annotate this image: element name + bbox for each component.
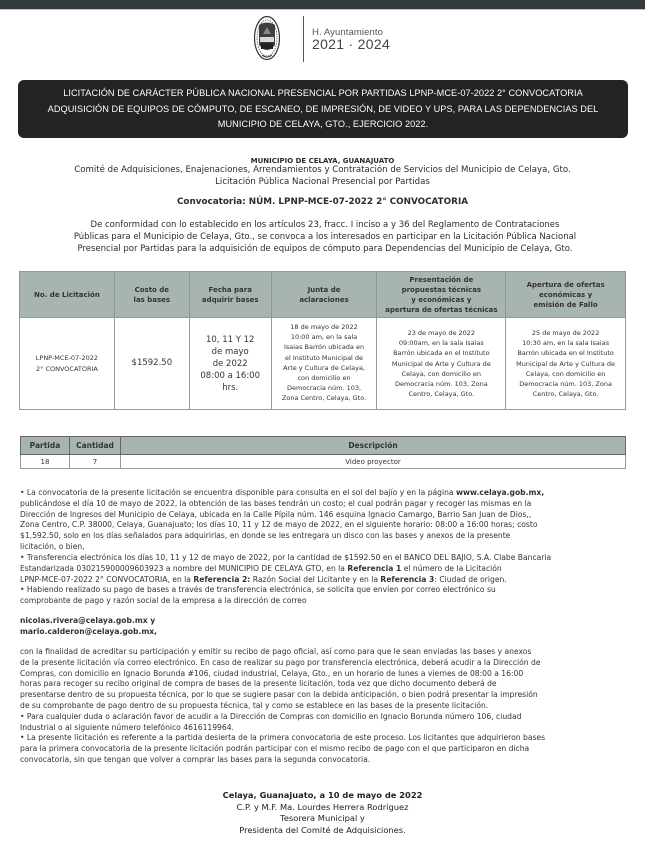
col-header-fecha: Fecha para adquirir bases bbox=[189, 272, 271, 318]
title-banner bbox=[18, 80, 628, 138]
tender-type: Licitación Pública Nacional Presencial por Partidas bbox=[215, 177, 430, 187]
contact-emails bbox=[20, 616, 627, 638]
cell-apertura: 25 de mayo de 2022 10:30 am, en la sala Isaias Barrón ubicada en el Instituto Municipal de Arte y Cultura de Celaya, con domicilio en Democracia núm. 103, Zona Centro, Celaya, Gto. bbox=[506, 318, 626, 410]
col-header-presentacion: Presentación de propuestas técnicas y económicas y apertura de ofertas técnicas bbox=[377, 272, 506, 318]
consultation-paragraph: • La convocatoria de la presente licitación se encuentra disponible para consulta en el sol del bajío y en la página www.celaya.gob.mx, publicándose el día 10 de mayo de 2022, la obtención de las bases tendrán un costo; el cual podrán pagar y recoger las mismas en la Dirección de Ingresos del Municipio de Celaya, ubicada en la Calle Pípila núm. 146 esquina Ignacio Camargo, Barrio San Juan de Dios,, Zona Centro, C.P. 38000, Celaya, Guanajuato; los días 10, 11 y 12 de mayo de 2022, en el siguiente horario: 08:00 a 16:00 horas; costo $1,592.50, solo en los días señalados para adquirirlas, en donde se les entregara un disco con las bases y anexos de la presente licitación, o bien, bbox=[20, 488, 545, 551]
col-header-licitacion: No. de Licitación bbox=[20, 272, 115, 318]
top-bar bbox=[0, 0, 645, 9]
col-header-costo: Costo de las bases bbox=[114, 272, 189, 318]
org-term: 2021 · 2024 bbox=[312, 36, 391, 52]
intro-line: De conformidad con lo establecido en los artículos 23, fracc. I inciso a y 36 del Reglamento de Contrataciones bbox=[90, 220, 560, 230]
municipal-seal-icon bbox=[254, 15, 280, 61]
cell-fecha: 10, 11 Y 12 de mayo de 2022 08:00 a 16:00 hrs. bbox=[189, 318, 271, 410]
intro-line: Presencial por Partidas para la adquisición de equipos de cómputo para Dependencias del Municipio de Celaya, Gto. bbox=[77, 244, 573, 254]
table-row bbox=[21, 455, 626, 469]
col-header-partida: Partida bbox=[21, 437, 70, 455]
schedule-table bbox=[19, 271, 626, 410]
intro-paragraph bbox=[30, 219, 620, 255]
cell-licitacion: LPNP-MCE-07-2022 2° CONVOCATORIA bbox=[20, 318, 115, 410]
email-link[interactable]: mario.calderon@celaya.gob.mx, bbox=[20, 626, 158, 636]
website-link[interactable]: www.celaya.gob.mx, bbox=[455, 488, 545, 497]
email-link[interactable]: nicolas.rivera@celaya.gob.mx y bbox=[20, 616, 156, 625]
instructions-paragraph: con la finalidad de acreditar su participación y emitir su recibo de pago oficial, así como para que le sean enviadas las bases y anexos de la presente licitación vía correo electrónico. En caso de realizar su pago por transferencia electrónica, deberá acudir a la Dirección de Compras, con domicilio en Ignacio Borunda #106, ciudad industrial, Celaya, Gto., en un horario de lunes a viernes de 08:00 a 16:00 horas para recoger su recibo original de compra de bases de la presente licitación, toda vez que dicho documento deberá de presentarse dentro de su propuesta técnica, por lo que se sugiere pasar con la debida anticipación, o bien podrá presentar la impresión de su comprobante de pago dentro de su propuesta técnica, tal y como se establece en las bases de la presente licitación. • Para cualquier duda o aclaración favor de acudir a la Dirección de Compras con domicilio en Ignacio Borunda número 106, ciudad Industrial o al siguiente número telefónico 4616119964. • La presente licitación es referente a la partida desierta de la primera convocatoria de este proceso. Los licitantes que adquirieron bases para la primera convocatoria de la presente licitación podrán participar con el mismo recibo de pago con el que participaron en dicha convocatoria, sin que tengan que volver a comprar las bases para la segunda convocatoria. bbox=[20, 647, 546, 764]
org-name: H. Ayuntamiento bbox=[312, 27, 384, 38]
col-header-cantidad: Cantidad bbox=[70, 437, 121, 455]
cell-partida: 18 bbox=[21, 455, 70, 469]
logo-separator bbox=[303, 16, 304, 62]
cell-costo: $1592.50 bbox=[114, 318, 189, 410]
signature-block bbox=[0, 790, 645, 836]
municipality-heading: MUNICIPIO DE CELAYA, GUANAJUATO bbox=[250, 157, 395, 165]
convocatoria-number: Convocatoria: NÚM. LPNP-MCE-07-2022 2° CONVOCATORIA bbox=[176, 197, 469, 207]
cell-cantidad: 7 bbox=[70, 455, 121, 469]
schedule-header-row bbox=[20, 272, 626, 318]
title-line: LICITACIÓN DE CARÁCTER PÚBLICA NACIONAL PRESENCIAL POR PARTIDAS LPNP-MCE-07-2022 2° CONVOCATORIA bbox=[63, 88, 583, 98]
intro-line: Públicas para el Municipio de Celaya, Gto., se convoca a los interesados en participar en la Licitación Pública Nacional bbox=[73, 232, 577, 242]
signer-role: Tesorera Municipal y bbox=[280, 813, 365, 824]
cell-descripcion: Video proyector bbox=[121, 455, 626, 469]
top-divider bbox=[0, 9, 645, 10]
schedule-row bbox=[20, 318, 626, 410]
committee-name: Comité de Adquisiciones, Enajenaciones, Arrendamientos y Contratación de Servicios del Municipio de Celaya, Gto. bbox=[74, 165, 571, 175]
header-logo bbox=[254, 14, 404, 64]
partidas-header-row bbox=[21, 437, 626, 455]
transfer-paragraph: • Transferencia electrónica los días 10, 11 y 12 de mayo de 2022, por la cantidad de $1592.50 en el BANCO DEL BAJIO, S.A. Clabe Bancaria Estandarizada 030215900009603923 a nombre del MUNICIPIO DE CELAYA GTO, en la Referencia 1 el número de la Licitación LPNP-MCE-07-2022 2° CONVOCATORIA, en la Referencia 2: Razón Social del Licitante y en la Referencia 3: Ciudad de origen. • Habiendo realizado su pago de bases a través de transferencia electrónica, se solicita que envíen por correo electrónico su comprobante de pago y razón social de la empresa a la dirección de correo bbox=[20, 553, 552, 606]
col-header-junta: Junta de aclaraciones bbox=[271, 272, 377, 318]
signer-role: Presidenta del Comité de Adquisiciones. bbox=[239, 824, 406, 835]
signer-name: C.P. y M.F. Ma. Lourdes Herrera Rodríguez bbox=[236, 801, 409, 812]
col-header-descripcion: Descripción bbox=[121, 437, 626, 455]
title-line: MUNICIPIO DE CELAYA, GTO., EJERCICIO 2022. bbox=[217, 119, 429, 129]
cell-junta: 18 de mayo de 2022 10:00 am, en la sala Isaias Barrón ubicada en el Instituto Municipal de Arte y Cultura de Celaya, con domicilio en Democracia núm. 103, Zona Centro, Celaya, Gto. bbox=[271, 318, 377, 410]
cell-presentacion: 23 de mayo de 2022 09:00am, en la sala Isaias Barrón ubicada en el Instituto Municipal de Arte y Cultura de Celaya, con domicilio en Democracia núm. 103, Zona Centro, Celaya, Gto. bbox=[377, 318, 506, 410]
title-line: ADQUISICIÓN DE EQUIPOS DE CÓMPUTO, DE ESCANEO, DE IMPRESIÓN, DE VIDEO Y UPS, PARA LAS DEPENDENCIAS DEL bbox=[47, 103, 599, 114]
partidas-table bbox=[20, 436, 626, 469]
col-header-apertura: Apertura de ofertas económicas y emisión de Fallo bbox=[506, 272, 626, 318]
place-date: Celaya, Guanajuato, a 10 de mayo de 2022 bbox=[222, 790, 423, 800]
